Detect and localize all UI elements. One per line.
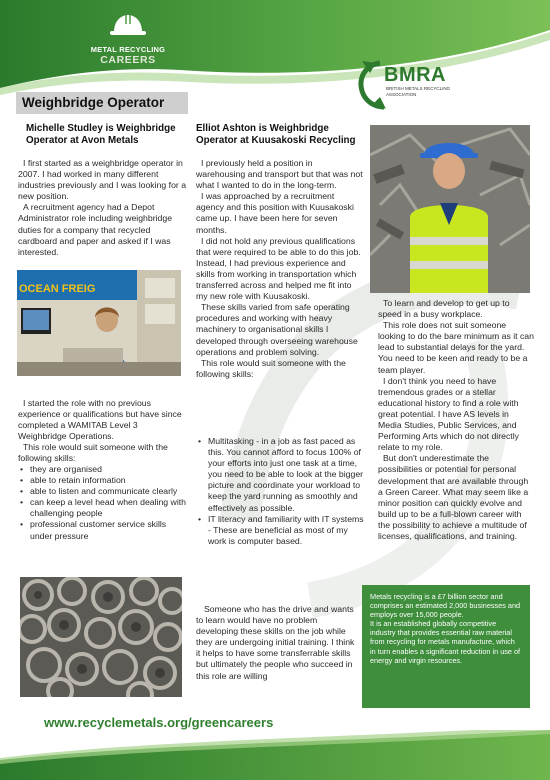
elliot-paragraph-4: These skills varied from safe operating procedures and working with heavy machinery to organisational skills I developed through overseeing warehouse operations and problem solving. (196, 302, 358, 357)
elliot-photo (370, 125, 530, 293)
scrap-wheels-photo (20, 577, 182, 697)
elliot-paragraph-3: I did not hold any previous qualifications that were required to be able to do this job. Instead, I had previous experience and skills from working in transportation which transferred across and helped me fit into my new role with Kuusakoski. (196, 235, 361, 302)
elliot-paragraph-5: This role would suit someone with the following skills: (196, 357, 346, 379)
elliot-right-paragraph-2: This role does not suit someone looking to do the bare minimum as it can lead to substantial delays for the yard. You need to be keen and ready to be a team player. (378, 320, 534, 375)
michelle-paragraph-4: This role would suit someone with the following skills: (18, 442, 168, 464)
logo-line1: METAL RECYCLING (90, 45, 166, 54)
list-item: • Multitasking - in a job as fast paced as this. You cannot afford to focus 100% of your efforts into just one task at a time, you need to be able to look at the bigger picture and coordinate your workload to keep the yard running as smoothly and effectively as possible. (196, 436, 364, 514)
bmra-full-name: BRITISH METALS RECYCLING ASSOCIATION (386, 86, 451, 97)
hard-hat-icon (108, 12, 148, 38)
worker-photo-illustration (370, 125, 530, 293)
list-item: • IT literacy and familiarity with IT systems - These are beneficial as most of my work is computer based. (196, 514, 364, 547)
elliot-paragraph-1: I previously held a position in warehousing and transport but that was not what I wanted to do in the long-term. (196, 158, 363, 191)
bmra-logo-text: BMRA (384, 64, 446, 86)
elliot-closing-text (196, 604, 360, 682)
michelle-intro-text (18, 158, 188, 258)
list-item: • able to retain information (18, 475, 188, 486)
michelle-paragraph-1: I first started as a weighbridge operator in 2007. I had worked in many different industries previously and I was looking for a new position. (18, 158, 187, 202)
elliot-right-paragraph-1: To learn and develop to get up to speed in a busy workplace. (378, 298, 510, 320)
list-item: • able to listen and communicate clearly (18, 486, 188, 497)
footer-wave (0, 730, 550, 780)
list-item: • professional customer service skills under pressure (18, 519, 188, 541)
michelle-heading: Michelle Studley is Weighbridge Operator at Avon Metals (26, 123, 176, 146)
elliot-right-text (378, 298, 534, 542)
michelle-paragraph-2: A recruitment agency had a Depot Administrator role including weighbridge duties for a company that recycled cardboard and paper and asked if I was interested. (18, 202, 173, 257)
elliot-right-paragraph-3: I don't think you need to have tremendous grades or a stellar educational history to find a role with great potential. I have AS levels in Media Studies, Public Services, and Performing Arts which do not directly relate to my role. (378, 375, 519, 453)
logo-line2: CAREERS (100, 54, 156, 66)
page-title: Weighbridge Operator (22, 95, 165, 110)
photo-sign-text: OCEAN FREIG (19, 283, 96, 295)
list-item: • can keep a level head when dealing with challenging people (18, 497, 188, 519)
scrap-wheels-illustration (20, 577, 182, 697)
elliot-body-text (196, 158, 364, 380)
michelle-body-text (18, 398, 188, 465)
info-box-paragraph-1: Metals recycling is a £7 billion sector and comprises an estimated 2,000 businesses and employs over 15,000 people. (370, 592, 521, 620)
michelle-skills-list (18, 464, 188, 542)
info-box-paragraph-2: It is an established globally competitive industry that provides essential raw material from recycling for metals manufacture, which in turn enables a significant reduction in use of energy and virgin resources. (370, 619, 521, 665)
metal-recycling-careers-logo (88, 12, 168, 66)
michelle-paragraph-3: I started the role with no previous experience or qualifications but have since completed a WAMITAB Level 3 Weighbridge Operations. (18, 398, 182, 442)
list-item: • they are organised (18, 464, 188, 475)
green-careers-link[interactable]: www.recyclemetals.org/greencareers (44, 715, 274, 730)
elliot-heading: Elliot Ashton is Weighbridge Operator at Kuusakoski Recycling (196, 123, 356, 146)
elliot-right-paragraph-4: But don't underestimate the possibilities or potential for personal development that are available through a Green Career. What may seem like a minor position can quickly evolve and build up to be a full-blown career with the possibility to achieve a multitude of licenses, qualifications, and training. (378, 453, 529, 541)
michelle-photo (17, 270, 181, 376)
elliot-paragraph-6: Someone who has the drive and wants to learn would have no problem developing these skills on the job while they are undergoing initial training. I think it helps to have some transferrable skills but ultimately the people who succeed in this role are willing (196, 604, 355, 681)
industry-info-box (362, 585, 530, 708)
page-title-bar (16, 92, 188, 114)
elliot-skills-list (196, 436, 364, 547)
elliot-paragraph-2: I was approached by a recruitment agency and this position with Kuusakoski came up. I have been here for seven months. (196, 191, 354, 235)
office-photo-illustration (17, 270, 181, 376)
